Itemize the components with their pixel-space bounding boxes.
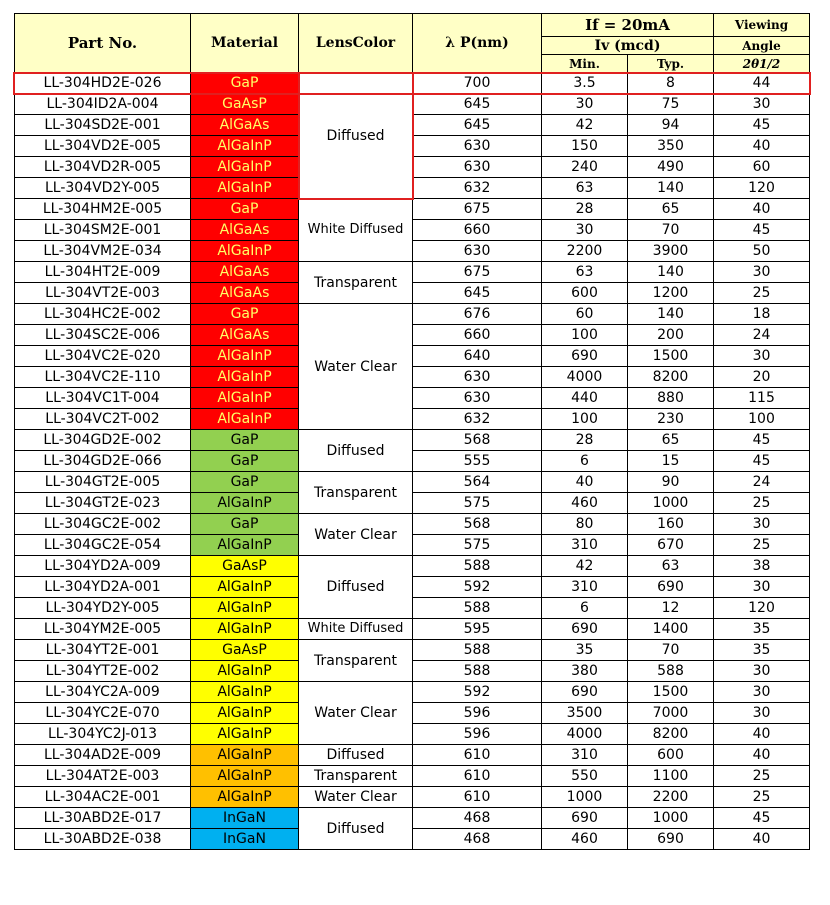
iv-typ-cell: 1500	[628, 682, 714, 703]
iv-min-cell: 3500	[542, 703, 628, 724]
material-cell: AlGaInP	[191, 388, 299, 409]
wavelength-cell: 632	[413, 409, 542, 430]
iv-typ-cell: 15	[628, 451, 714, 472]
iv-typ-cell: 65	[628, 199, 714, 220]
iv-min-cell: 690	[542, 808, 628, 829]
material-cell: AlGaInP	[191, 157, 299, 178]
material-cell: AlGaInP	[191, 409, 299, 430]
lens-color-cell: Water Clear	[299, 787, 413, 808]
viewing-angle-cell: 50	[714, 241, 810, 262]
iv-typ-cell: 70	[628, 220, 714, 241]
table-row	[15, 640, 810, 661]
material-cell: AlGaInP	[191, 661, 299, 682]
header-typ: Typ.	[628, 55, 714, 73]
table-row	[15, 577, 810, 598]
material-cell: AlGaInP	[191, 577, 299, 598]
iv-typ-cell: 140	[628, 262, 714, 283]
wavelength-cell: 468	[413, 808, 542, 829]
viewing-angle-cell: 30	[714, 514, 810, 535]
part-number-cell: LL-304VC2E-020	[15, 346, 191, 367]
table-row	[15, 829, 810, 850]
iv-min-cell: 30	[542, 94, 628, 115]
iv-typ-cell: 7000	[628, 703, 714, 724]
part-number-cell: LL-304SD2E-001	[15, 115, 191, 136]
part-number-cell: LL-304YC2E-070	[15, 703, 191, 724]
lens-color-cell: Diffused	[299, 430, 413, 472]
header-angle-symbol: 2θ1/2	[714, 55, 810, 73]
iv-min-cell: 2200	[542, 241, 628, 262]
wavelength-cell: 468	[413, 829, 542, 850]
iv-typ-cell: 3900	[628, 241, 714, 262]
material-cell: AlGaAs	[191, 262, 299, 283]
viewing-angle-cell: 45	[714, 430, 810, 451]
iv-min-cell: 4000	[542, 367, 628, 388]
part-number-cell: LL-304AD2E-009	[15, 745, 191, 766]
viewing-angle-cell: 30	[714, 94, 810, 115]
wavelength-cell: 632	[413, 178, 542, 199]
part-number-cell: LL-304VC1T-004	[15, 388, 191, 409]
table-row	[15, 661, 810, 682]
part-number-cell: LL-304YC2A-009	[15, 682, 191, 703]
part-number-cell: LL-304AC2E-001	[15, 787, 191, 808]
table-row	[15, 199, 810, 220]
wavelength-cell: 676	[413, 304, 542, 325]
wavelength-cell: 592	[413, 682, 542, 703]
lens-color-cell: Water Clear	[299, 514, 413, 556]
wavelength-cell: 555	[413, 451, 542, 472]
viewing-angle-cell: 38	[714, 556, 810, 577]
lens-color-cell: White Diffused	[299, 199, 413, 262]
part-number-cell: LL-304HC2E-002	[15, 304, 191, 325]
part-number-cell: LL-304GT2E-023	[15, 493, 191, 514]
wavelength-cell: 568	[413, 430, 542, 451]
table-row	[15, 115, 810, 136]
header-lens-color: LensColor	[299, 14, 413, 73]
viewing-angle-cell: 120	[714, 598, 810, 619]
viewing-angle-cell: 40	[714, 829, 810, 850]
viewing-angle-cell: 44	[714, 73, 810, 94]
iv-min-cell: 100	[542, 325, 628, 346]
material-cell: AlGaInP	[191, 535, 299, 556]
viewing-angle-cell: 25	[714, 535, 810, 556]
material-cell: AlGaAs	[191, 325, 299, 346]
viewing-angle-cell: 30	[714, 682, 810, 703]
viewing-angle-cell: 30	[714, 346, 810, 367]
viewing-angle-cell: 60	[714, 157, 810, 178]
material-cell: AlGaInP	[191, 367, 299, 388]
wavelength-cell: 596	[413, 703, 542, 724]
material-cell: AlGaInP	[191, 724, 299, 745]
wavelength-cell: 588	[413, 640, 542, 661]
viewing-angle-cell: 40	[714, 136, 810, 157]
wavelength-cell: 610	[413, 766, 542, 787]
material-cell: AlGaInP	[191, 136, 299, 157]
wavelength-cell: 630	[413, 136, 542, 157]
iv-typ-cell: 8200	[628, 367, 714, 388]
table-row	[15, 388, 810, 409]
iv-typ-cell: 690	[628, 577, 714, 598]
lens-color-cell: Transparent	[299, 262, 413, 304]
material-cell: InGaN	[191, 808, 299, 829]
iv-typ-cell: 90	[628, 472, 714, 493]
lens-color-cell: Transparent	[299, 640, 413, 682]
table-row	[15, 682, 810, 703]
iv-typ-cell: 350	[628, 136, 714, 157]
iv-typ-cell: 1000	[628, 808, 714, 829]
viewing-angle-cell: 20	[714, 367, 810, 388]
wavelength-cell: 575	[413, 493, 542, 514]
table-row	[15, 724, 810, 745]
material-cell: AlGaAs	[191, 220, 299, 241]
led-spec-table	[14, 13, 810, 850]
wavelength-cell: 630	[413, 241, 542, 262]
iv-min-cell: 150	[542, 136, 628, 157]
part-number-cell: LL-304VD2R-005	[15, 157, 191, 178]
wavelength-cell: 630	[413, 367, 542, 388]
iv-typ-cell: 140	[628, 304, 714, 325]
iv-typ-cell: 1200	[628, 283, 714, 304]
part-number-cell: LL-304VM2E-034	[15, 241, 191, 262]
table-row	[15, 598, 810, 619]
iv-typ-cell: 1100	[628, 766, 714, 787]
part-number-cell: LL-304GT2E-005	[15, 472, 191, 493]
material-cell: GaP	[191, 430, 299, 451]
part-number-cell: LL-304YD2A-009	[15, 556, 191, 577]
material-cell: AlGaInP	[191, 598, 299, 619]
table-row	[15, 241, 810, 262]
material-cell: AlGaInP	[191, 178, 299, 199]
table-row	[15, 619, 810, 640]
wavelength-cell: 595	[413, 619, 542, 640]
table-row	[15, 472, 810, 493]
material-cell: InGaN	[191, 829, 299, 850]
part-number-cell: LL-30ABD2E-038	[15, 829, 191, 850]
part-number-cell: LL-304GC2E-054	[15, 535, 191, 556]
viewing-angle-cell: 25	[714, 283, 810, 304]
lens-color-cell: Transparent	[299, 766, 413, 787]
viewing-angle-cell: 35	[714, 619, 810, 640]
iv-typ-cell: 75	[628, 94, 714, 115]
table-row	[15, 325, 810, 346]
iv-min-cell: 4000	[542, 724, 628, 745]
iv-min-cell: 6	[542, 451, 628, 472]
part-number-cell: LL-304VD2Y-005	[15, 178, 191, 199]
viewing-angle-cell: 35	[714, 640, 810, 661]
viewing-angle-cell: 120	[714, 178, 810, 199]
viewing-angle-cell: 24	[714, 325, 810, 346]
part-number-cell: LL-304YM2E-005	[15, 619, 191, 640]
iv-typ-cell: 230	[628, 409, 714, 430]
table-row	[15, 451, 810, 472]
part-number-cell: LL-304VD2E-005	[15, 136, 191, 157]
viewing-angle-cell: 25	[714, 493, 810, 514]
part-number-cell: LL-304HM2E-005	[15, 199, 191, 220]
iv-typ-cell: 1400	[628, 619, 714, 640]
material-cell: GaP	[191, 304, 299, 325]
iv-typ-cell: 1500	[628, 346, 714, 367]
wavelength-cell: 660	[413, 325, 542, 346]
table-row	[15, 157, 810, 178]
iv-min-cell: 35	[542, 640, 628, 661]
material-cell: GaP	[191, 73, 299, 94]
part-number-cell: LL-304YD2Y-005	[15, 598, 191, 619]
header-viewing: Viewing	[714, 14, 810, 37]
iv-typ-cell: 880	[628, 388, 714, 409]
part-number-cell: LL-304VT2E-003	[15, 283, 191, 304]
iv-min-cell: 550	[542, 766, 628, 787]
part-number-cell: LL-30ABD2E-017	[15, 808, 191, 829]
part-number-cell: LL-304YT2E-001	[15, 640, 191, 661]
part-number-cell: LL-304YC2J-013	[15, 724, 191, 745]
wavelength-cell: 564	[413, 472, 542, 493]
iv-typ-cell: 8	[628, 73, 714, 94]
iv-min-cell: 380	[542, 661, 628, 682]
part-number-cell: LL-304ID2A-004	[15, 94, 191, 115]
header-part-no: Part No.	[15, 14, 191, 73]
table-row	[15, 493, 810, 514]
table-row	[15, 556, 810, 577]
part-number-cell: LL-304YD2A-001	[15, 577, 191, 598]
iv-min-cell: 63	[542, 262, 628, 283]
material-cell: AlGaInP	[191, 787, 299, 808]
iv-min-cell: 690	[542, 682, 628, 703]
part-number-cell: LL-304GD2E-066	[15, 451, 191, 472]
iv-min-cell: 60	[542, 304, 628, 325]
iv-typ-cell: 70	[628, 640, 714, 661]
iv-min-cell: 460	[542, 493, 628, 514]
part-number-cell: LL-304VC2E-110	[15, 367, 191, 388]
wavelength-cell: 640	[413, 346, 542, 367]
viewing-angle-cell: 30	[714, 262, 810, 283]
viewing-angle-cell: 40	[714, 199, 810, 220]
viewing-angle-cell: 24	[714, 472, 810, 493]
iv-typ-cell: 490	[628, 157, 714, 178]
table-row	[15, 346, 810, 367]
iv-typ-cell: 12	[628, 598, 714, 619]
wavelength-cell: 568	[413, 514, 542, 535]
table-row	[15, 283, 810, 304]
viewing-angle-cell: 18	[714, 304, 810, 325]
material-cell: GaAsP	[191, 556, 299, 577]
iv-typ-cell: 1000	[628, 493, 714, 514]
table-row	[15, 787, 810, 808]
wavelength-cell: 575	[413, 535, 542, 556]
header-if-condition: If = 20mA	[542, 14, 714, 37]
iv-min-cell: 690	[542, 346, 628, 367]
wavelength-cell: 630	[413, 388, 542, 409]
iv-typ-cell: 690	[628, 829, 714, 850]
viewing-angle-cell: 45	[714, 808, 810, 829]
table-row	[15, 136, 810, 157]
iv-typ-cell: 588	[628, 661, 714, 682]
viewing-angle-cell: 45	[714, 220, 810, 241]
viewing-angle-cell: 30	[714, 577, 810, 598]
lens-color-cell: Transparent	[299, 472, 413, 514]
table-row	[15, 745, 810, 766]
material-cell: GaP	[191, 199, 299, 220]
iv-min-cell: 6	[542, 598, 628, 619]
iv-min-cell: 460	[542, 829, 628, 850]
viewing-angle-cell: 100	[714, 409, 810, 430]
iv-min-cell: 1000	[542, 787, 628, 808]
header-iv: Iv (mcd)	[542, 37, 714, 55]
iv-typ-cell: 200	[628, 325, 714, 346]
iv-min-cell: 690	[542, 619, 628, 640]
header-material: Material	[191, 14, 299, 73]
material-cell: GaAsP	[191, 94, 299, 115]
iv-min-cell: 310	[542, 745, 628, 766]
table-body	[15, 73, 810, 850]
table-row	[15, 220, 810, 241]
table-row	[15, 430, 810, 451]
lens-color-cell: Diffused	[299, 745, 413, 766]
table-row	[15, 262, 810, 283]
iv-typ-cell: 140	[628, 178, 714, 199]
iv-typ-cell: 2200	[628, 787, 714, 808]
viewing-angle-cell: 115	[714, 388, 810, 409]
wavelength-cell: 675	[413, 199, 542, 220]
material-cell: AlGaInP	[191, 703, 299, 724]
table-row	[15, 514, 810, 535]
iv-min-cell: 42	[542, 556, 628, 577]
wavelength-cell: 592	[413, 577, 542, 598]
wavelength-cell: 660	[413, 220, 542, 241]
table-row	[15, 535, 810, 556]
table-row	[15, 178, 810, 199]
part-number-cell: LL-304HT2E-009	[15, 262, 191, 283]
iv-typ-cell: 63	[628, 556, 714, 577]
part-number-cell: LL-304SM2E-001	[15, 220, 191, 241]
lens-color-cell: White Diffused	[299, 619, 413, 640]
spec-table-container	[14, 13, 810, 850]
wavelength-cell: 588	[413, 556, 542, 577]
material-cell: AlGaAs	[191, 115, 299, 136]
wavelength-cell: 675	[413, 262, 542, 283]
header-lambda: λ P(nm)	[413, 14, 542, 73]
iv-min-cell: 310	[542, 577, 628, 598]
material-cell: GaP	[191, 514, 299, 535]
table-header	[15, 14, 810, 73]
iv-typ-cell: 8200	[628, 724, 714, 745]
iv-typ-cell: 94	[628, 115, 714, 136]
material-cell: GaAsP	[191, 640, 299, 661]
header-min: Min.	[542, 55, 628, 73]
viewing-angle-cell: 25	[714, 787, 810, 808]
material-cell: AlGaInP	[191, 346, 299, 367]
part-number-cell: LL-304GC2E-002	[15, 514, 191, 535]
part-number-cell: LL-304HD2E-026	[15, 73, 191, 94]
part-number-cell: LL-304AT2E-003	[15, 766, 191, 787]
part-number-cell: LL-304VC2T-002	[15, 409, 191, 430]
part-number-cell: LL-304SC2E-006	[15, 325, 191, 346]
table-row	[15, 409, 810, 430]
lens-color-cell: Diffused	[299, 73, 413, 199]
material-cell: AlGaInP	[191, 745, 299, 766]
material-cell: AlGaInP	[191, 241, 299, 262]
wavelength-cell: 645	[413, 94, 542, 115]
header-angle: Angle	[714, 37, 810, 55]
iv-min-cell: 30	[542, 220, 628, 241]
material-cell: AlGaAs	[191, 283, 299, 304]
table-row	[15, 73, 810, 94]
iv-min-cell: 3.5	[542, 73, 628, 94]
wavelength-cell: 645	[413, 283, 542, 304]
iv-min-cell: 100	[542, 409, 628, 430]
material-cell: AlGaInP	[191, 682, 299, 703]
iv-min-cell: 310	[542, 535, 628, 556]
wavelength-cell: 596	[413, 724, 542, 745]
iv-min-cell: 28	[542, 199, 628, 220]
lens-color-cell: Diffused	[299, 808, 413, 850]
table-row	[15, 367, 810, 388]
wavelength-cell: 645	[413, 115, 542, 136]
viewing-angle-cell: 40	[714, 724, 810, 745]
iv-min-cell: 63	[542, 178, 628, 199]
iv-min-cell: 80	[542, 514, 628, 535]
viewing-angle-cell: 45	[714, 115, 810, 136]
material-cell: GaP	[191, 472, 299, 493]
lens-color-cell: Water Clear	[299, 304, 413, 430]
material-cell: AlGaInP	[191, 766, 299, 787]
lens-color-cell: Diffused	[299, 556, 413, 619]
iv-typ-cell: 600	[628, 745, 714, 766]
viewing-angle-cell: 25	[714, 766, 810, 787]
viewing-angle-cell: 30	[714, 661, 810, 682]
iv-min-cell: 40	[542, 472, 628, 493]
iv-min-cell: 600	[542, 283, 628, 304]
wavelength-cell: 630	[413, 157, 542, 178]
lens-color-cell: Water Clear	[299, 682, 413, 745]
viewing-angle-cell: 40	[714, 745, 810, 766]
iv-typ-cell: 65	[628, 430, 714, 451]
iv-min-cell: 440	[542, 388, 628, 409]
table-row	[15, 703, 810, 724]
table-row	[15, 808, 810, 829]
viewing-angle-cell: 45	[714, 451, 810, 472]
part-number-cell: LL-304GD2E-002	[15, 430, 191, 451]
iv-typ-cell: 670	[628, 535, 714, 556]
viewing-angle-cell: 30	[714, 703, 810, 724]
table-row	[15, 304, 810, 325]
wavelength-cell: 610	[413, 745, 542, 766]
wavelength-cell: 588	[413, 661, 542, 682]
iv-min-cell: 28	[542, 430, 628, 451]
material-cell: AlGaInP	[191, 493, 299, 514]
material-cell: GaP	[191, 451, 299, 472]
iv-typ-cell: 160	[628, 514, 714, 535]
wavelength-cell: 588	[413, 598, 542, 619]
iv-min-cell: 240	[542, 157, 628, 178]
material-cell: AlGaInP	[191, 619, 299, 640]
iv-min-cell: 42	[542, 115, 628, 136]
wavelength-cell: 610	[413, 787, 542, 808]
part-number-cell: LL-304YT2E-002	[15, 661, 191, 682]
wavelength-cell: 700	[413, 73, 542, 94]
table-row	[15, 94, 810, 115]
table-row	[15, 766, 810, 787]
